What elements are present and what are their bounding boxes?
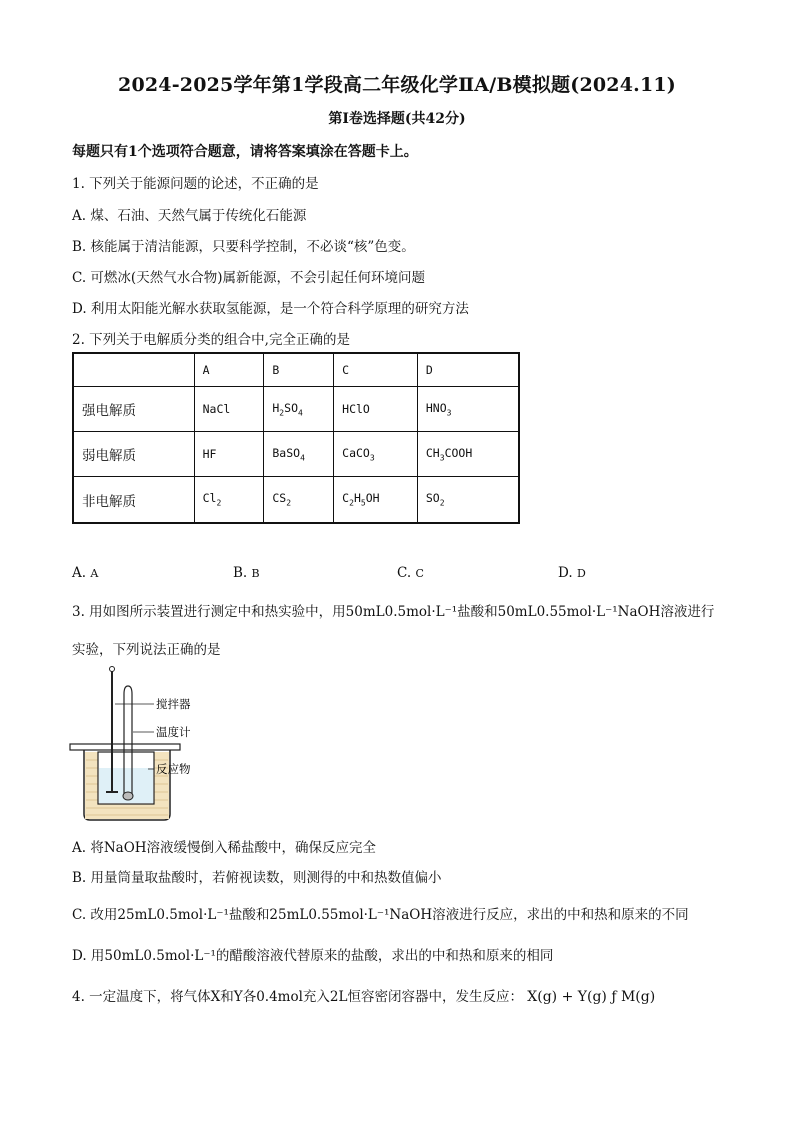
question-4-stem xyxy=(72,985,655,1005)
table-row-label: 弱电解质 xyxy=(73,432,194,477)
question-2-option-d xyxy=(558,565,586,581)
table-header-cell: A xyxy=(194,353,264,386)
question-1-option-b: B. 核能属于清洁能源，只要科学控制，不必谈“核”色变。 xyxy=(72,239,415,255)
label-thermometer: 温度计 xyxy=(156,725,191,739)
formula-cs2: $CS_2$ xyxy=(272,491,292,508)
lid xyxy=(70,744,180,750)
label-stirrer: 搅拌器 xyxy=(156,697,191,711)
formula-h2so4: $H_2SO_4$ xyxy=(272,400,303,418)
table-row xyxy=(73,477,519,523)
formula-hno3: $HNO_3$ xyxy=(425,400,452,418)
table-row-label: 强电解质 xyxy=(73,386,194,431)
option-key: C. xyxy=(397,565,412,581)
option-key: D. xyxy=(558,565,573,581)
question-3-stem-line2: 实验，下列说法正确的是 xyxy=(72,642,221,658)
table-header-cell: C xyxy=(334,353,418,386)
question-1-option-d: D. 利用太阳能光解水获取氢能源，是一个符合科学原理的研究方法 xyxy=(72,301,469,317)
formula-caco3: CaCO$_3$ xyxy=(342,445,375,463)
stirrer-knob xyxy=(110,667,115,672)
table-cell xyxy=(417,432,519,477)
table-cell xyxy=(334,477,418,523)
calorimeter-figure xyxy=(68,664,218,824)
option-value: A xyxy=(90,567,99,580)
question-1-option-c: C. 可燃冰(天然气水合物)属新能源，不会引起任何环境问题 xyxy=(72,270,425,286)
formula-baso4: BaSO$_4$ xyxy=(272,445,305,463)
formula-so2: $SO_2$ xyxy=(425,491,445,508)
question-3-stem-line1: 3. 用如图所示装置进行测定中和热实验中，用50mL0.5mol·L⁻¹盐酸和50mL0.55mol·L⁻¹NaOH溶液进行 xyxy=(72,604,715,620)
table-cell: HClO xyxy=(334,386,418,431)
option-value: B xyxy=(251,567,260,580)
instruction-text: 每题只有1个选项符合题意，请将答案填涂在答题卡上。 xyxy=(72,144,418,160)
table-cell: HF xyxy=(194,432,264,477)
label-reactant: 反应物 xyxy=(156,762,191,776)
table-header-cell: B xyxy=(264,353,334,386)
table-cell: NaCl xyxy=(194,386,264,431)
option-value: C xyxy=(415,567,424,580)
question-1-stem: 1. 下列关于能源问题的论述，不正确的是 xyxy=(72,176,319,192)
electrolyte-table xyxy=(72,352,520,524)
question-4-text: 4. 一定温度下，将气体X和Y各0.4mol充入2L恒容密闭容器中，发生反应： xyxy=(72,989,523,1005)
option-key: A. xyxy=(72,565,87,581)
question-2-option-b xyxy=(233,565,260,581)
table-cell xyxy=(417,477,519,523)
table-row-label: 非电解质 xyxy=(73,477,194,523)
formula-ch3cooh: $CH_3COOH$ xyxy=(425,445,473,463)
table-row xyxy=(73,432,519,477)
table-cell xyxy=(194,477,264,523)
formula-cl2: $Cl_2$ xyxy=(202,491,222,508)
table-cell xyxy=(334,432,418,477)
option-value: D xyxy=(576,567,586,580)
reaction-formula: X(g) + Y(g) ƒ M(g) xyxy=(527,989,656,1005)
table-header-row xyxy=(73,353,519,386)
table-cell xyxy=(264,477,334,523)
table-cell xyxy=(264,386,334,431)
question-3-option-a: A. 将NaOH溶液缓慢倒入稀盐酸中，确保反应完全 xyxy=(72,840,377,856)
formula-c2h5oh: $C_2H_5OH$ xyxy=(342,491,380,508)
table-header-cell: D xyxy=(417,353,519,386)
page-title: 2024-2025学年第1学段高二年级化学ⅡA/B模拟题(2024.11) xyxy=(118,74,676,96)
section-subtitle: 第Ⅰ卷选择题(共42分) xyxy=(328,111,466,127)
question-2-option-c xyxy=(397,565,424,581)
option-key: B. xyxy=(233,565,248,581)
question-2-stem: 2. 下列关于电解质分类的组合中,完全正确的是 xyxy=(72,332,350,348)
question-2-option-a xyxy=(72,565,98,581)
thermometer-top xyxy=(124,686,132,694)
table-header-cell xyxy=(73,353,194,386)
table-row xyxy=(73,386,519,431)
table-cell xyxy=(264,432,334,477)
question-3-option-d: D. 用50mL0.5mol·L⁻¹的醋酸溶液代替原来的盐酸，求出的中和热和原来的相同 xyxy=(72,948,554,964)
thermometer-bulb xyxy=(123,792,133,800)
table-cell xyxy=(417,386,519,431)
question-3-option-b: B. 用量筒量取盐酸时，若俯视读数，则测得的中和热数值偏小 xyxy=(72,870,442,886)
question-1-option-a: A. 煤、石油、天然气属于传统化石能源 xyxy=(72,208,307,224)
question-3-option-c: C. 改用25mL0.5mol·L⁻¹盐酸和25mL0.55mol·L⁻¹NaOH溶液进行反应，求出的中和热和原来的不同 xyxy=(72,907,689,923)
